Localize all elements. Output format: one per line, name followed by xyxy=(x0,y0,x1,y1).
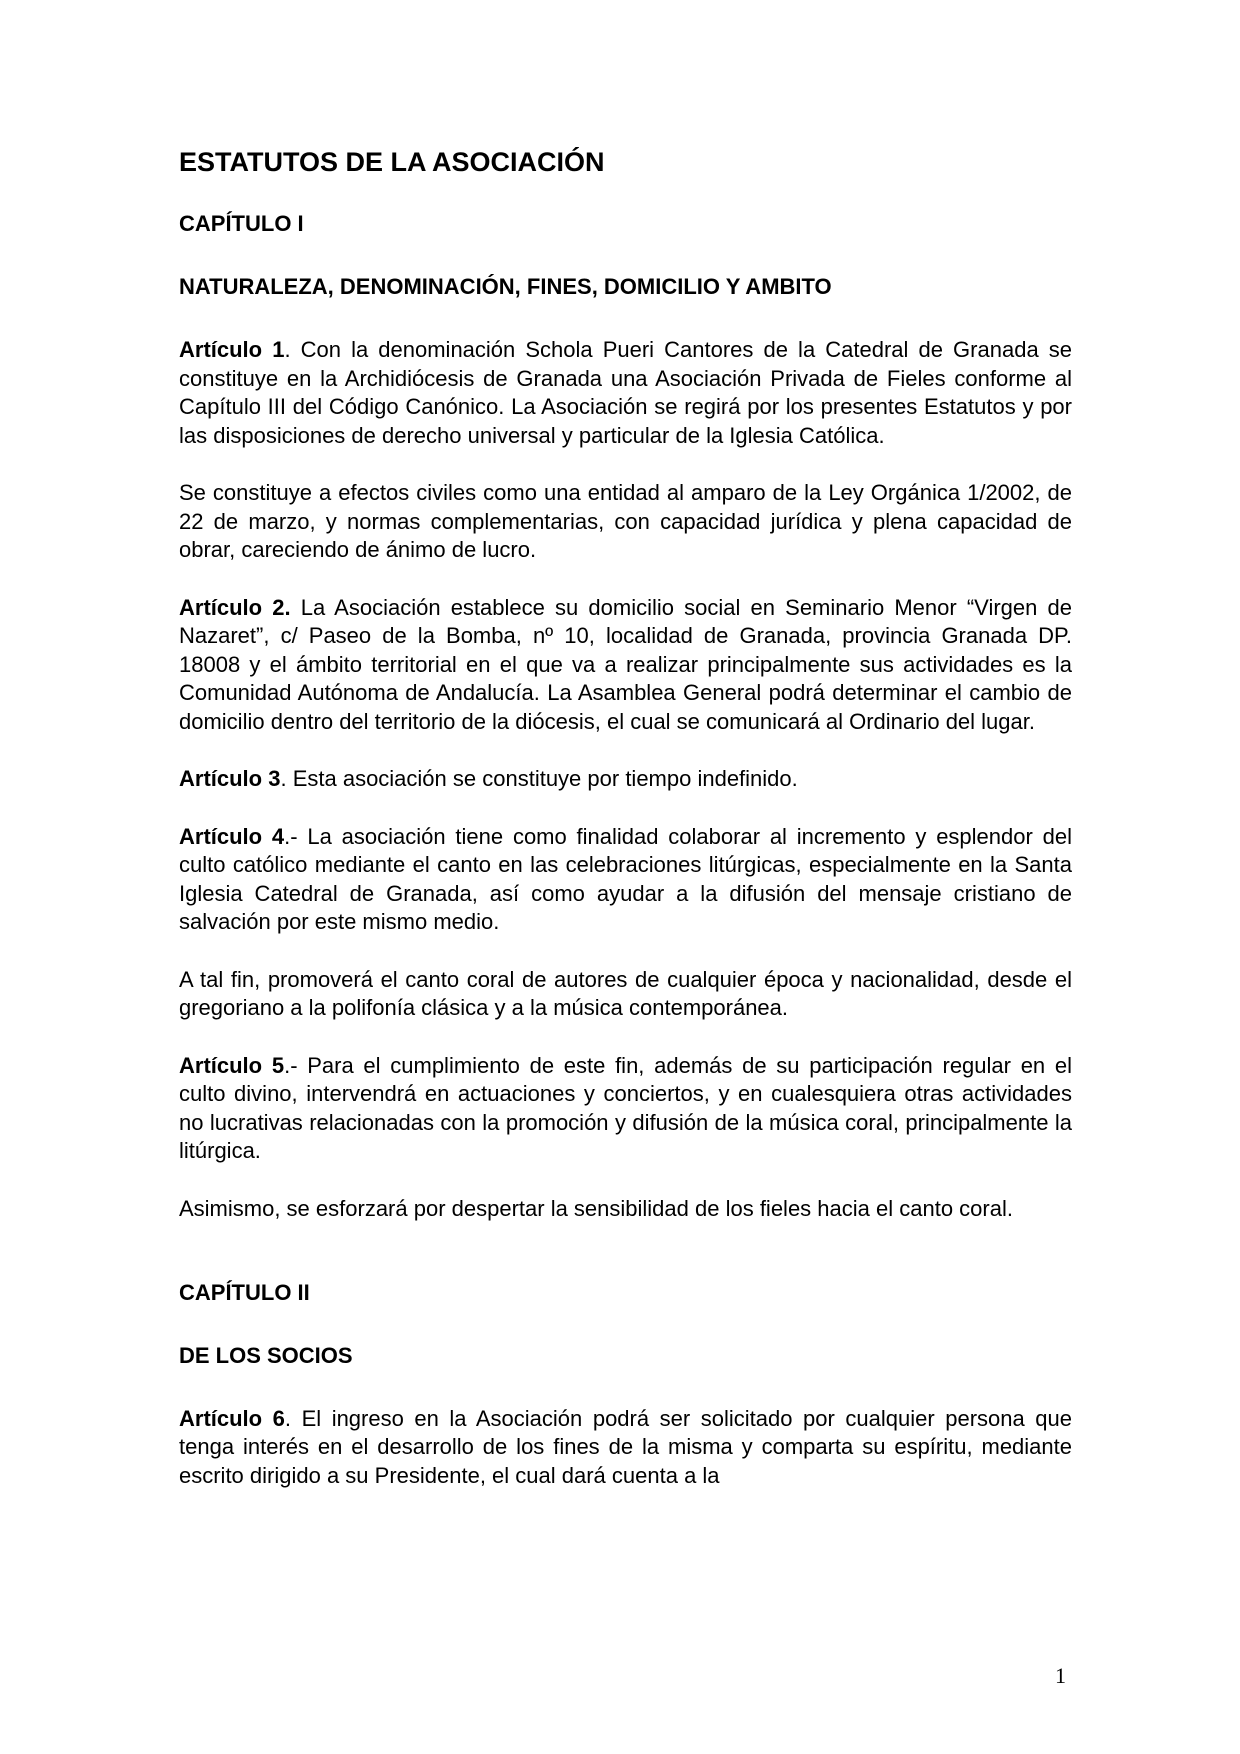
article-3 xyxy=(179,765,1072,794)
article-5-paragraph-2: Asimismo, se esforzará por despertar la sensibilidad de los fieles hacia el canto coral. xyxy=(179,1195,1013,1221)
article-1 xyxy=(179,336,1072,450)
article-4-paragraph-2: A tal fin, promoverá el canto coral de autores de cualquier época y nacionalidad, desde el gregoriano a la polifonía clásica y a la música contemporánea. xyxy=(179,966,1072,1021)
article-label: Artículo 6 xyxy=(179,1405,285,1431)
article-text: .- La asociación tiene como finalidad colaborar al incremento y esplendor del culto católico mediante el canto en las celebraciones litúrgicas, especialmente en la Santa Iglesia Catedral de Granada, así como ayudar a la difusión del mensaje cristiano de salvación por este mismo medio. xyxy=(179,823,1072,935)
article-6 xyxy=(179,1405,1072,1491)
page-number: 1 xyxy=(1055,1663,1066,1688)
document-body xyxy=(179,146,1072,1519)
article-label: Artículo 3 xyxy=(179,766,281,792)
article-text: . Esta asociación se constituye por tiempo indefinido. xyxy=(280,766,798,792)
article-text: La Asociación establece su domicilio social en Seminario Menor “Virgen de Nazaret”, c/ Paseo de la Bomba, nº 10, localidad de Granada, provincia Granada DP. 18008 y el ámbito territorial en el que va a realizar principalmente sus actividades es la Comunidad Autónoma de Andalucía. La Asamblea General podrá determinar el cambio de domicilio dentro del territorio de la diócesis, el cual se comunicará al Ordinario del lugar. xyxy=(179,594,1072,734)
article-1-paragraph-2: Se constituye a efectos civiles como una entidad al amparo de la Ley Orgánica 1/2002, de 22 de marzo, y normas complementarias, con capacidad jurídica y plena capacidad de obrar, careciendo de ánimo de lucro. xyxy=(179,480,1072,563)
article-label: Artículo 1 xyxy=(179,337,285,363)
article-text: . Con la denominación Schola Pueri Cantores de la Catedral de Granada se constituye en la Archidiócesis de Granada una Asociación Privada de Fieles conforme al Capítulo III del Código Canónico. La Asociación se regirá por los presentes Estatutos y por las disposiciones de derecho universal y particular de la Iglesia Católica. xyxy=(179,337,1072,448)
section-spacer xyxy=(179,1252,1072,1280)
article-2 xyxy=(179,594,1072,737)
article-text: .- Para el cumplimiento de este fin, además de su participación regular en el culto divino, intervendrá en actuaciones y conciertos, y en cualesquiera otras actividades no lucrativas relacionadas con la promoción y difusión de la música coral, principalmente la litúrgica. xyxy=(179,1052,1073,1164)
chapter-label: CAPÍTULO II xyxy=(179,1280,310,1306)
article-label: Artículo 4 xyxy=(179,823,285,849)
article-4 xyxy=(179,823,1072,937)
article-text: . El ingreso en la Asociación podrá ser solicitado por cualquier persona que tenga interés en el desarrollo de los fines de la misma y comparta su espíritu, mediante escrito dirigido a su Presidente, el cual dará cuenta a la xyxy=(179,1405,1072,1488)
article-label: Artículo 5 xyxy=(179,1052,285,1078)
article-5 xyxy=(179,1052,1072,1166)
document-title: ESTATUTOS DE LA ASOCIACIÓN xyxy=(179,147,605,177)
article-label: Artículo 2. xyxy=(179,594,291,620)
chapter-title: NATURALEZA, DENOMINACIÓN, FINES, DOMICILIO Y AMBITO xyxy=(179,273,832,299)
chapter-title: DE LOS SOCIOS xyxy=(179,1342,353,1368)
chapter-label: CAPÍTULO I xyxy=(179,211,304,237)
